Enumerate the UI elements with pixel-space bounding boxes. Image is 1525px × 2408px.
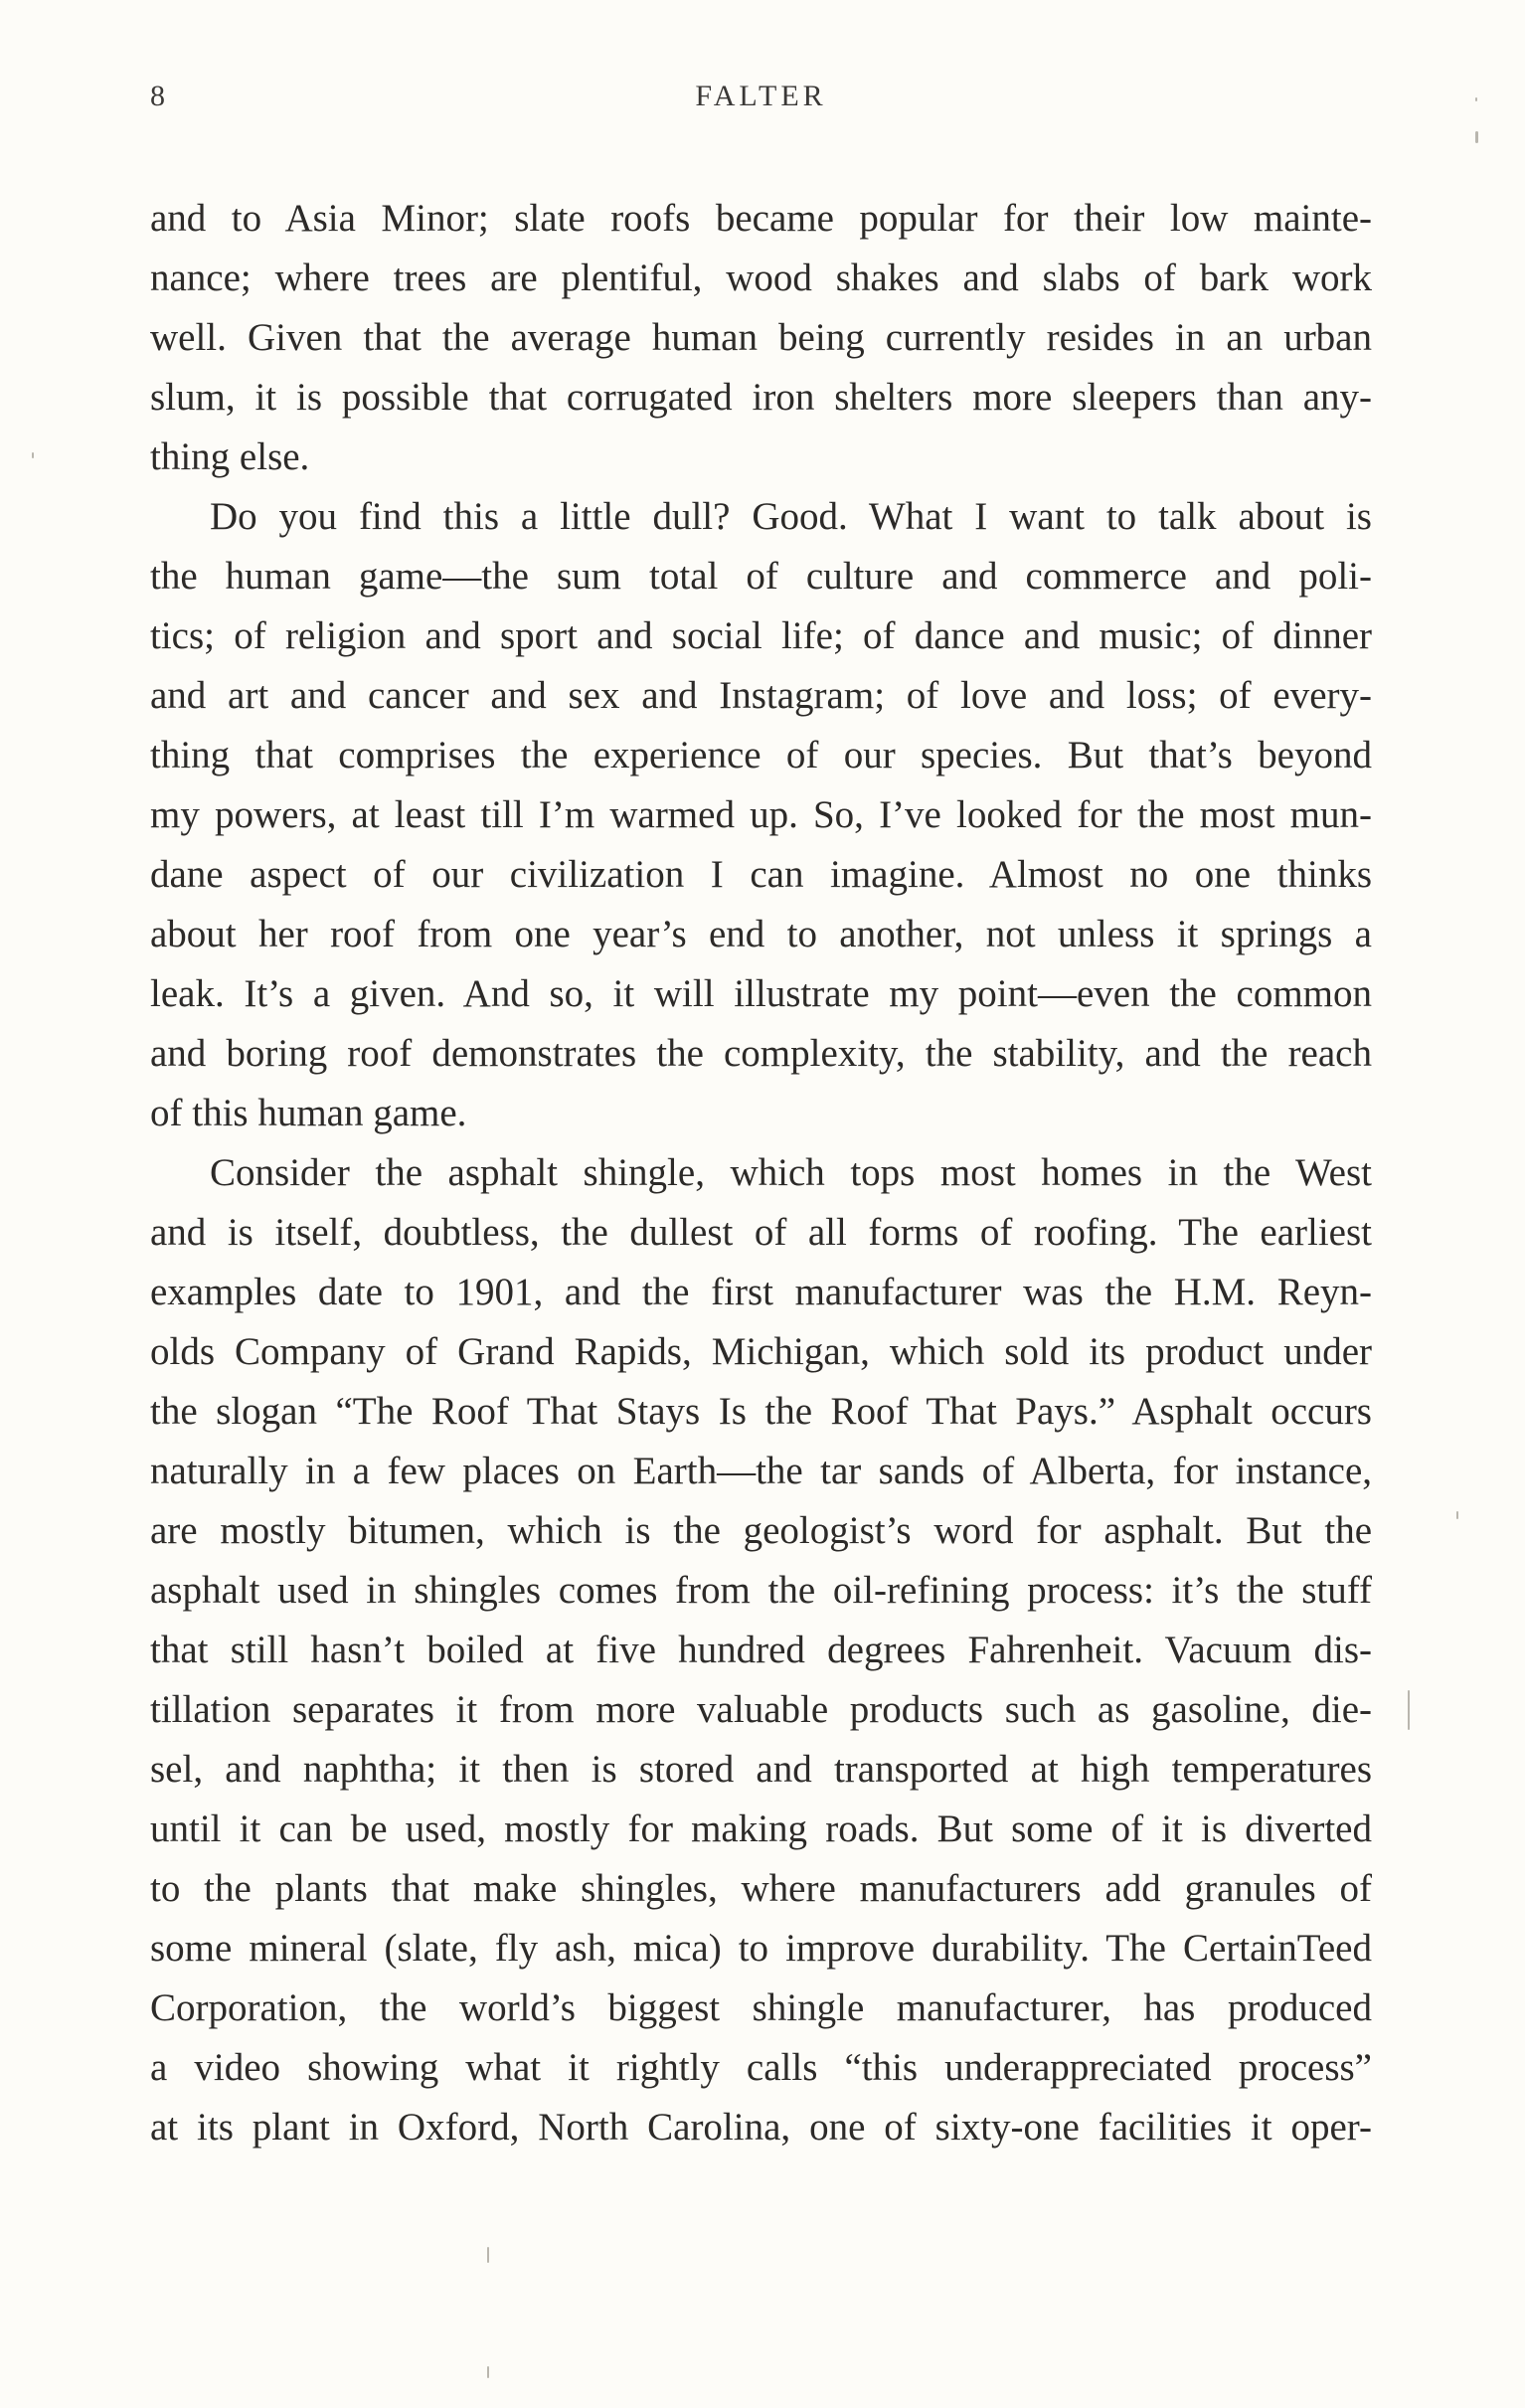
scan-speck <box>1456 1511 1458 1519</box>
text-line: and boring roof demonstrates the complexity, the stability, and the reach <box>150 1032 1372 1075</box>
scan-speck <box>1475 97 1477 101</box>
text-line: my powers, at least till I’m warmed up. So, I’ve looked for the most mun- <box>150 793 1372 836</box>
text-line: thing that comprises the experience of our species. But that’s beyond <box>150 734 1372 776</box>
page-number: 8 <box>150 80 168 112</box>
text-line: a video showing what it rightly calls “this underappreciated process” <box>150 2046 1372 2089</box>
text-line: some mineral (slate, fly ash, mica) to improve durability. The CertainTeed <box>150 1927 1372 1970</box>
text-line: and to Asia Minor; slate roofs became popular for their low mainte- <box>150 197 1372 240</box>
text-line: tillation separates it from more valuable products such as gasoline, die- <box>150 1688 1372 1731</box>
scan-speck <box>1408 1690 1410 1730</box>
text-line: examples date to 1901, and the first manufacturer was the H.M. Reyn- <box>150 1271 1372 1313</box>
text-line: Corporation, the world’s biggest shingle manufacturer, has produced <box>150 1986 1372 2029</box>
text-line: dane aspect of our civilization I can imagine. Almost no one thinks <box>150 853 1372 896</box>
text-line: slum, it is possible that corrugated iron shelters more sleepers than any- <box>150 376 1372 419</box>
text-line: at its plant in Oxford, North Carolina, one of sixty-one facilities it oper- <box>150 2106 1372 2149</box>
scan-speck <box>1475 131 1478 143</box>
text-line: and is itself, doubtless, the dullest of all forms of roofing. The earliest <box>150 1211 1372 1254</box>
text-line: naturally in a few places on Earth—the tar sands of Alberta, for instance, <box>150 1450 1372 1492</box>
text-line: and art and cancer and sex and Instagram; of love and loss; of every- <box>150 674 1372 717</box>
scan-speck <box>487 2247 489 2263</box>
text-line: asphalt used in shingles comes from the oil-refining process: it’s the stuff <box>150 1569 1372 1612</box>
running-title: FALTER <box>695 80 827 112</box>
text-line: the human game—the sum total of culture and commerce and poli- <box>150 555 1372 598</box>
text-line: nance; where trees are plentiful, wood shakes and slabs of bark work <box>150 257 1372 299</box>
text-line: that still hasn’t boiled at five hundred degrees Fahrenheit. Vacuum dis- <box>150 1629 1372 1671</box>
text-line: until it can be used, mostly for making roads. But some of it is diverted <box>150 1807 1372 1850</box>
text-line: well. Given that the average human being currently resides in an urban <box>150 316 1372 359</box>
scan-speck <box>32 452 34 458</box>
text-line: the slogan “The Roof That Stays Is the Roof That Pays.” Asphalt occurs <box>150 1390 1372 1433</box>
scan-speck <box>487 2366 489 2378</box>
text-line: olds Company of Grand Rapids, Michigan, which sold its product under <box>150 1330 1372 1373</box>
text-line: tics; of religion and sport and social life; of dance and music; of dinner <box>150 614 1372 657</box>
text-line: Consider the asphalt shingle, which tops most homes in the West <box>210 1151 1372 1194</box>
text-line: Do you find this a little dull? Good. What I want to talk about is <box>210 495 1372 538</box>
text-line: leak. It’s a given. And so, it will illustrate my point—even the common <box>150 972 1372 1015</box>
text-line: are mostly bitumen, which is the geologist’s word for asphalt. But the <box>150 1509 1372 1552</box>
text-line: about her roof from one year’s end to another, not unless it springs a <box>150 913 1372 955</box>
text-line: thing else. <box>150 435 310 478</box>
text-line: sel, and naphtha; it then is stored and transported at high temperatures <box>150 1748 1372 1791</box>
text-line: of this human game. <box>150 1092 467 1134</box>
body-text <box>150 189 1372 2157</box>
text-line: to the plants that make shingles, where manufacturers add granules of <box>150 1867 1372 1910</box>
running-head <box>150 80 1372 127</box>
